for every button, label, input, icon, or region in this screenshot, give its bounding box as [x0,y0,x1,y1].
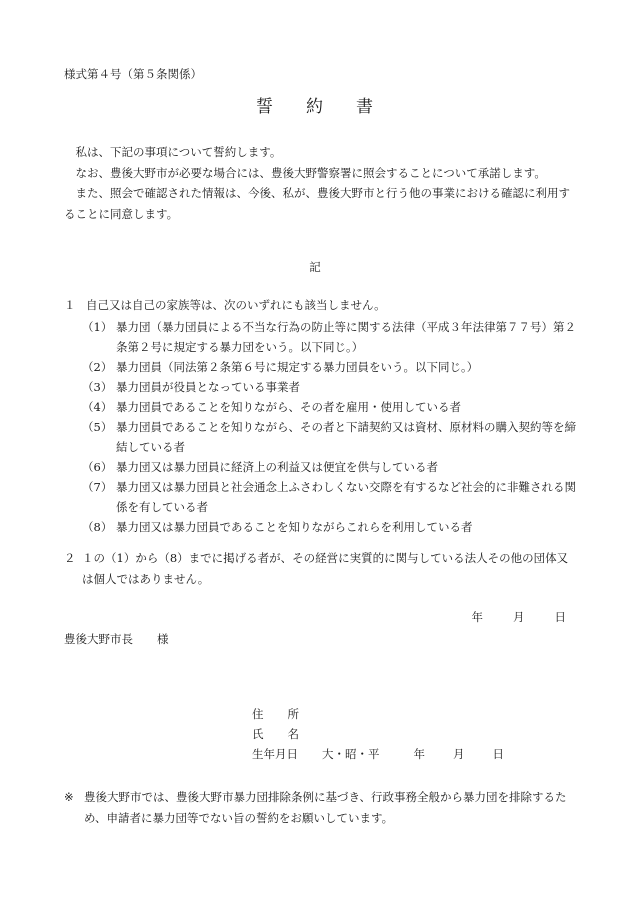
addressee-name: 豊後大野市長 [64,632,133,646]
address-field [252,704,299,724]
note-mark: ※ [64,790,74,804]
section-1-heading [64,297,386,313]
title-char: 書 [356,97,374,117]
birthdate-field [252,744,504,764]
item-text: 暴力団員であることを知りながら、その者を雇用・使用している者 [116,400,461,414]
item-mark: （1） [82,320,113,334]
item-text: 暴力団又は暴力団員と社会通念上ふさわしくない交際を有するなど社会的に非難される関係を有している者 [116,480,576,514]
note-text: 豊後大野市では、豊後大野市暴力団排除条例に基づき、行政事務全般から暴力団を排除するため、申請者に暴力団等でない旨の誓約をお願いしています。 [84,790,567,825]
item-mark: （6） [82,460,113,474]
section-2 [64,548,576,589]
item-text: 暴力団員（同法第２条第６号に規定する暴力団員をいう。以下同じ。） [116,360,479,374]
form-number: 様式第４号（第５条関係） [64,67,202,81]
addressee [64,631,169,647]
item-mark: （8） [82,520,113,534]
era-options: 大・昭・平 [322,747,380,761]
footnote [64,787,576,828]
birth-year-label: 年 [413,747,425,761]
item-text: 暴力団（暴力団員による不当な行為の防止等に関する法律（平成３年法律第７７号）第２条第２号に規定する暴力団をいう。以下同じ。） [116,320,576,354]
item-mark: （4） [82,400,113,414]
list-item [82,417,576,457]
intro-consent-usage: また、照会で確認された情報は、今後、私が、豊後大野市と行う他の事業における確認に利用することに同意します。 [64,186,570,221]
item-mark: （7） [82,480,113,494]
address-label-char: 所 [287,707,299,721]
document-title [0,92,630,117]
item-mark: （3） [82,380,113,394]
item-text: 暴力団又は暴力団員であることを知りながらこれらを利用している者 [116,520,473,534]
list-item [82,377,576,397]
date-line [472,609,567,625]
intro-paragraphs [64,142,576,224]
intro-pledge: 私は、下記の事項について誓約します。 [75,145,282,159]
list-item [82,477,576,517]
ki-heading: 記 [309,260,321,274]
section-text: 自己又は自己の家族等は、次のいずれにも該当しません。 [86,298,386,312]
item-mark: （2） [82,360,113,374]
section-text: １の（1）から（8）までに掲げる者が、その経営に実質的に関与している法人その他の団体又は個人ではありません。 [82,551,569,586]
date-month-label: 月 [513,610,525,624]
title-char: 約 [306,97,324,117]
list-item [82,317,576,357]
address-label-char: 住 [252,707,264,721]
title-char: 誓 [256,97,274,117]
date-day-label: 日 [554,610,566,624]
list-item [82,517,576,537]
birth-day-label: 日 [492,747,504,761]
list-item [82,457,576,477]
section-number: ２ [64,551,76,565]
date-year-label: 年 [471,610,483,624]
birthdate-label: 生年月日 [252,747,298,761]
item-text: 暴力団又は暴力団員に経済上の利益又は便宜を供与している者 [116,460,438,474]
name-label-char: 氏 [252,727,264,741]
name-field [252,724,299,744]
list-item [82,397,576,417]
item-text: 暴力団員であることを知りながら、その者と下請契約又は資材、原材料の購入契約等を締結している者 [116,420,576,454]
item-text: 暴力団員が役員となっている事業者 [116,380,300,394]
item-mark: （5） [82,420,113,434]
list-item [82,357,576,377]
section-number: １ [64,298,76,312]
name-label-char: 名 [287,727,299,741]
honorific: 様 [157,632,169,646]
intro-consent-police: なお、豊後大野市が必要な場合には、豊後大野警察署に照会することについて承諾します。 [75,165,546,180]
birth-month-label: 月 [453,747,465,761]
